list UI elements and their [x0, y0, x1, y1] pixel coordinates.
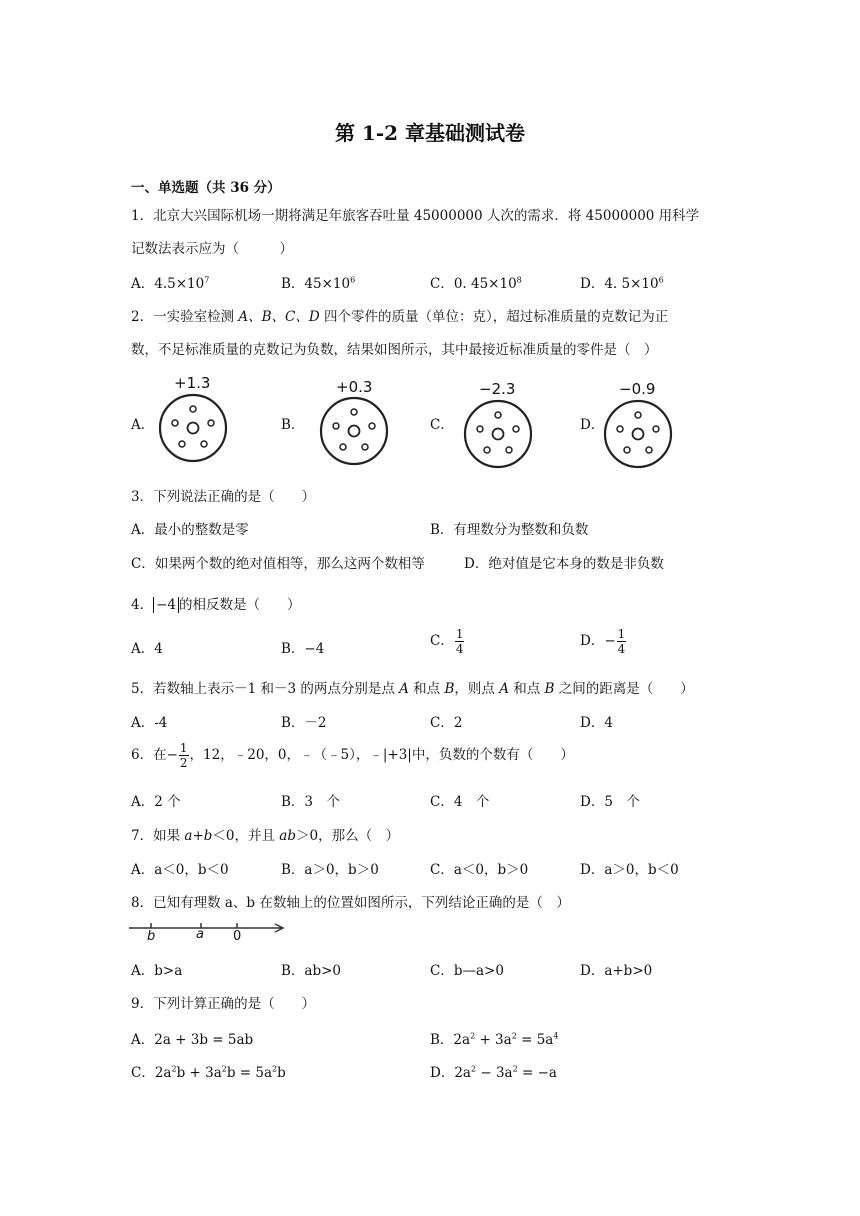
q6-option-a[interactable]: A．2 个: [131, 794, 181, 810]
q8-stem: 8．已知有理数 a、b 在数轴上的位置如图所示，下列结论正确的是（ ）: [131, 895, 570, 911]
q3-option-c[interactable]: C．如果两个数的绝对值相等，那么这两个数相等: [131, 556, 425, 572]
axis-label-0: 0: [233, 929, 242, 944]
q4-stem: 4． −4 的相反数是（ ）: [131, 597, 301, 613]
q8-option-d[interactable]: D．a+b>0: [580, 963, 653, 979]
part-a-figure: [158, 393, 228, 463]
q4-option-d[interactable]: D．− $\frac{1}{4}$: [580, 627, 626, 656]
axis-label-a: a: [196, 927, 204, 942]
q4-option-a[interactable]: A．4: [131, 641, 163, 657]
q1-option-b[interactable]: B．$45\times 10^6$: [281, 275, 356, 292]
q1-option-d[interactable]: D．4. $5\times 10^6$: [580, 275, 664, 292]
q9-option-c[interactable]: C．$2a^2b + 3a^2b = 5a^2b$: [131, 1064, 286, 1081]
q3-stem: 3．下列说法正确的是（ ）: [131, 489, 316, 505]
q4-option-b[interactable]: B．−4: [281, 641, 325, 657]
q6-option-c[interactable]: C．4 个: [430, 794, 490, 810]
q2-option-a-label[interactable]: A．: [131, 417, 155, 433]
q1-stem-line1: 1．北京大兴国际机场一期将满足年旅客吞吐量 45000000 人次的需求．将 45000000 用科学: [131, 208, 700, 224]
part-a-value: +1.3: [174, 374, 211, 392]
q8-option-c[interactable]: C．b—a>0: [430, 963, 504, 979]
q6-stem: 6．在− $\frac{1}{2}$ ，12，﹣20，0，﹣（﹣5），﹣|+3|中，负数的个数有（ ）: [131, 741, 574, 770]
section-heading: 一、单选题（共 36 分）: [131, 180, 281, 196]
part-d-figure: [603, 399, 673, 469]
q2-option-d-label[interactable]: D．: [580, 417, 605, 433]
q9-stem: 9．下列计算正确的是（ ）: [131, 996, 316, 1012]
q7-option-c[interactable]: C．a＜0，b＞0: [430, 862, 529, 878]
part-d-value: −0.9: [619, 380, 656, 398]
q2-option-b-label[interactable]: B．: [281, 417, 305, 433]
q5-option-b[interactable]: B．－2: [281, 715, 327, 731]
q1-option-c[interactable]: C．0. $45\times 10^8$: [430, 275, 522, 292]
part-b-value: +0.3: [336, 378, 373, 396]
q7-option-a[interactable]: A．a＜0，b＜0: [131, 862, 229, 878]
q3-option-d[interactable]: D．绝对值是它本身的数是非负数: [464, 556, 664, 572]
q1-option-a[interactable]: A．$4.5\times 10^7$: [131, 275, 210, 292]
q5-option-a[interactable]: A．-4: [131, 715, 168, 731]
q7-option-b[interactable]: B．a＞0，b＞0: [281, 862, 379, 878]
q3-option-a[interactable]: A．最小的整数是零: [131, 522, 249, 538]
q2-option-c-label[interactable]: C．: [430, 417, 454, 433]
q1-stem-line2: 记数法表示应为（ ）: [131, 241, 293, 257]
q2-stem-line1: 2．一实验室检测 A、B、C、D 四个零件的质量（单位：克），超过标准质量的克数记为正: [131, 309, 669, 325]
q9-option-b[interactable]: B．$2a^2 + 3a^2 = 5a^4$: [430, 1031, 559, 1048]
q8-option-b[interactable]: B．ab>0: [281, 963, 342, 979]
q6-option-d[interactable]: D．5 个: [580, 794, 640, 810]
q8-option-a[interactable]: A．b>a: [131, 963, 183, 979]
axis-label-b: b: [147, 929, 156, 944]
q7-option-d[interactable]: D．a＞0，b＜0: [580, 862, 679, 878]
q9-option-d[interactable]: D．$2a^2 - 3a^2 = -a$: [430, 1064, 557, 1081]
q3-option-b[interactable]: B．有理数分为整数和负数: [430, 522, 589, 538]
part-c-figure: [463, 399, 533, 469]
q5-option-c[interactable]: C．2: [430, 715, 463, 731]
q2-stem-line2: 数，不足标准质量的克数记为负数，结果如图所示，其中最接近标准质量的零件是（ ）: [131, 342, 658, 358]
q5-option-d[interactable]: D．4: [580, 715, 613, 731]
page-title: 第 1-2 章基础测试卷: [334, 121, 526, 145]
q9-option-a[interactable]: A．2a + 3b = 5ab: [131, 1032, 254, 1048]
part-c-value: −2.3: [479, 380, 516, 398]
q7-stem: 7．如果 a+b＜0，并且 ab＞0，那么（ ）: [131, 828, 400, 844]
part-b-figure: [319, 396, 389, 466]
q6-option-b[interactable]: B．3 个: [281, 794, 341, 810]
q5-stem: 5．若数轴上表示－1 和－3 的两点分别是点 A 和点 B，则点 A 和点 B 之间的距离是（ ）: [131, 681, 694, 697]
q4-option-c[interactable]: C． $\frac{1}{4}$: [430, 627, 464, 656]
